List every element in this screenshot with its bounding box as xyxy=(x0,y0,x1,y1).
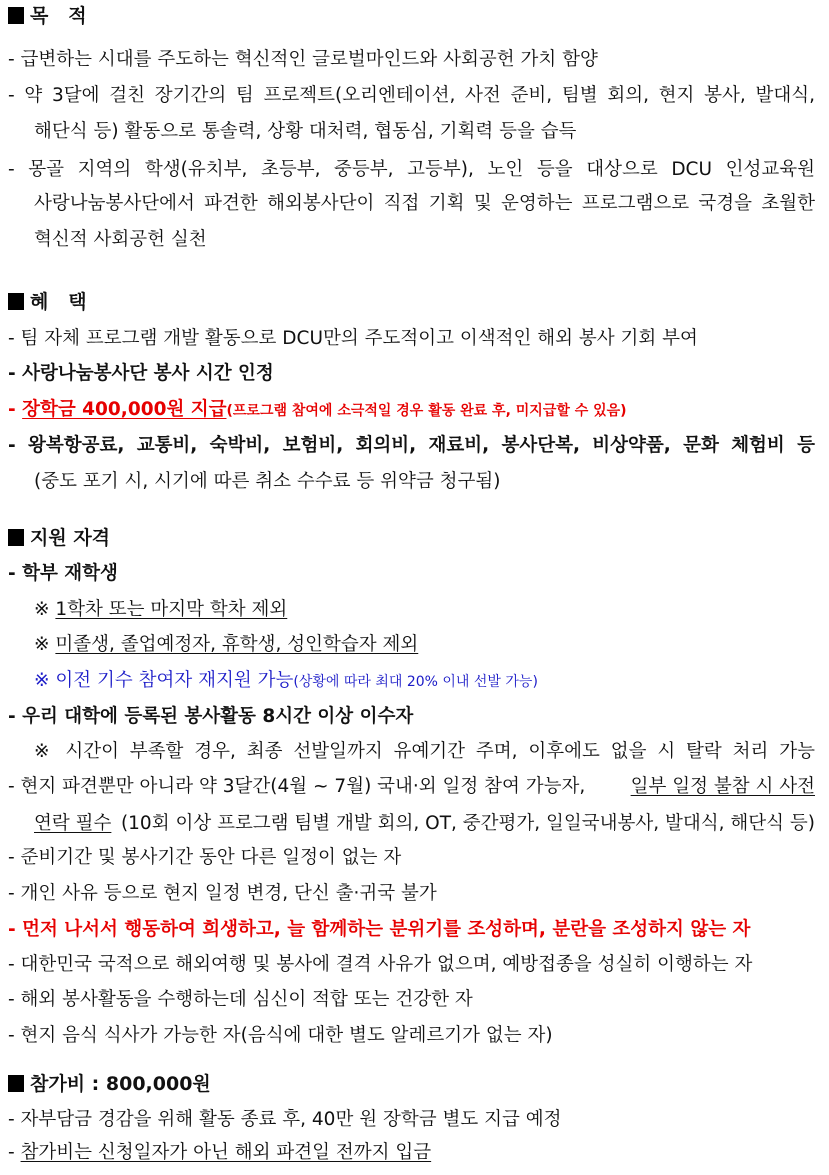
list-item-continued: 해단식 등) 활동으로 통솔력, 상황 대처력, 협동심, 기획력 등을 습득 xyxy=(34,121,577,142)
note-text: 미졸생, 졸업예정자, 휴학생, 성인학습자 제외 xyxy=(55,634,419,655)
section-heading-benefits xyxy=(8,290,815,314)
list-item-continued: 혁신적 사회공헌 실천 xyxy=(34,229,207,250)
note-mark: ※ xyxy=(34,599,56,620)
note-detail: (상황에 따라 최대 20% 이내 선발 가능) xyxy=(293,674,538,690)
list-item: - 팀 자체 프로그램 개발 활동으로 DCU만의 주도적이고 이색적인 해외 봉사 기회 부여 xyxy=(8,328,698,349)
list-item xyxy=(8,775,815,799)
scholarship-amount: 장학금 400,000원 지급 xyxy=(22,399,227,420)
list-item-continued xyxy=(34,812,815,836)
list-item: - 왕복항공료, 교통비, 숙박비, 보험비, 회의비, 재료비, 봉사단복, 비상약품, 문화 체험비 등 xyxy=(8,435,815,456)
list-item xyxy=(8,1141,815,1165)
list-item-continued: 사랑나눔봉사단에서 파견한 해외봉사단이 직접 기획 및 운영하는 프로그램으로 국경을 초월한 xyxy=(34,193,815,214)
heading-text: 목 적 xyxy=(30,5,87,27)
black-square-icon xyxy=(8,1075,24,1092)
list-item: - 우리 대학에 등록된 봉사활동 8시간 이상 이수자 xyxy=(8,706,414,727)
list-item: - 급변하는 시대를 주도하는 혁신적인 글로벌마인드와 사회공헌 가치 함양 xyxy=(8,49,598,70)
dash: - xyxy=(8,1142,21,1163)
list-item: - 현지 음식 식사가 가능한 자(음식에 대한 별도 알레르기가 없는 자) xyxy=(8,1025,553,1046)
black-square-icon xyxy=(8,529,24,546)
note-mark: ※ xyxy=(34,634,56,655)
note-item xyxy=(34,633,815,657)
underlined-text: 연락 필수 xyxy=(34,813,112,834)
list-item: - 사랑나눔봉사단 봉사 시간 인정 xyxy=(8,363,274,384)
list-item-continued: (중도 포기 시, 시기에 따른 취소 수수료 등 위약금 청구됨) xyxy=(34,471,501,492)
note-item-reapply xyxy=(34,669,815,694)
underlined-text: 일부 일정 불참 시 사전 xyxy=(630,776,815,797)
note-text: ※ 이전 기수 참여자 재지원 가능 xyxy=(34,670,294,691)
list-item: - 해외 봉사활동을 수행하는데 심신이 적합 또는 건강한 자 xyxy=(8,989,473,1010)
section-heading-fee xyxy=(8,1072,815,1096)
list-item: - 준비기간 및 봉사기간 동안 다른 일정이 없는 자 xyxy=(8,847,402,868)
note-text: 1학차 또는 마지막 학차 제외 xyxy=(55,599,288,620)
text: - 현지 파견뿐만 아니라 약 3달간(4월 ~ 7월) 국내·외 일정 참여 가능자, xyxy=(8,776,592,797)
heading-text: 참가비 : 800,000원 xyxy=(30,1073,211,1095)
list-item-emphasis: - 먼저 나서서 행동하여 희생하고, 늘 함께하는 분위기를 조성하며, 분란을 조성하지 않는 자 xyxy=(8,919,751,940)
dash: - xyxy=(8,399,23,420)
list-item: - 약 3달에 걸친 장기간의 팀 프로젝트(오리엔테이션, 사전 준비, 팀별 회의, 현지 봉사, 발대식, xyxy=(8,85,815,106)
note-item: ※ 시간이 부족할 경우, 최종 선발일까지 유예기간 주며, 이후에도 없을 시 탈락 처리 가능 xyxy=(34,741,815,762)
section-heading-purpose xyxy=(8,4,815,28)
scholarship-note: (프로그램 참여에 소극적일 경우 활동 완료 후, 미지급할 수 있음) xyxy=(226,403,627,419)
list-item: - 개인 사유 등으로 현지 일정 변경, 단신 출·귀국 불가 xyxy=(8,883,437,904)
black-square-icon xyxy=(8,293,24,310)
list-item: - 자부담금 경감을 위해 활동 종료 후, 40만 원 장학금 별도 지급 예정 xyxy=(8,1109,562,1130)
underlined-text: 참가비는 신청일자가 아닌 해외 파견일 전까지 입금 xyxy=(20,1142,432,1163)
section-heading-eligibility xyxy=(8,526,815,550)
list-item: - 몽골 지역의 학생(유치부, 초등부, 중등부, 고등부), 노인 등을 대상으로 DCU 인성교육원 xyxy=(8,159,815,180)
black-square-icon xyxy=(8,7,24,24)
list-item: - 대한민국 국적으로 해외여행 및 봉사에 결격 사유가 없으며, 예방접종을 성실히 이행하는 자 xyxy=(8,954,753,975)
note-item xyxy=(34,598,815,622)
heading-text: 지원 자격 xyxy=(30,527,111,549)
list-item-scholarship xyxy=(8,398,815,423)
heading-text: 혜 택 xyxy=(30,291,87,313)
list-item: - 학부 재학생 xyxy=(8,563,118,584)
text: (10회 이상 프로그램 팀별 개발 회의, OT, 중간평가, 일일국내봉사, 발대식, 해단식 등) xyxy=(120,813,815,834)
